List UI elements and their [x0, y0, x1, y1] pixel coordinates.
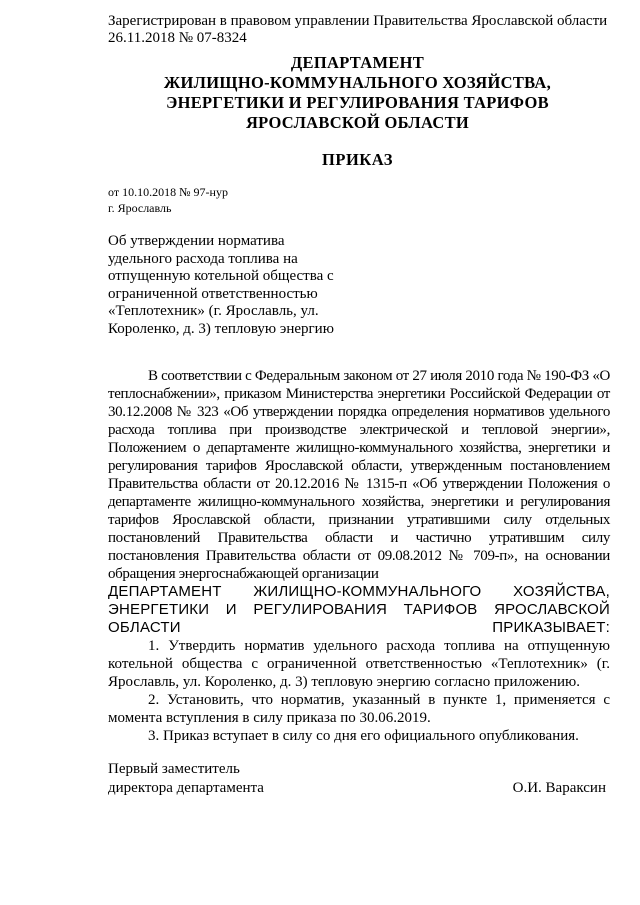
signature-name: О.И. Вараксин	[512, 780, 606, 796]
header-line-4: ЯРОСЛАВСКОЙ ОБЛАСТИ	[245, 113, 470, 132]
registration-line-1: Зарегистрирован в правовом управлении Правительства Ярославской области	[108, 13, 608, 29]
order-item-3: 3. Приказ вступает в силу со дня его официального опубликования.	[148, 728, 579, 744]
signature-position	[108, 760, 264, 798]
signature-position-line-2: директора департамента	[108, 780, 264, 796]
document-type-title: ПРИКАЗ	[322, 150, 393, 169]
header-line-2: ЖИЛИЩНО-КОММУНАЛЬНОГО ХОЗЯЙСТВА,	[163, 73, 552, 92]
order-item-2: 2. Установить, что норматив, указанный в пункте 1, применяется с момента вступления в силу приказа по 30.06.2019.	[108, 692, 610, 726]
header-line-3: ЭНЕРГЕТИКИ И РЕГУЛИРОВАНИЯ ТАРИФОВ	[166, 93, 549, 112]
header-line-1: ДЕПАРТАМЕНТ	[290, 53, 425, 72]
document-subject: Об утверждении норматива удельного расхода топлива на отпущенную котельной общества с ограниченной ответственностью «Теплотехник» (г. Ярославль, ул. Короленко, д. 3) тепловую энергию	[108, 233, 334, 337]
document-body	[108, 367, 610, 745]
document-city: г. Ярославль	[108, 201, 172, 215]
registration-line-2: 26.11.2018 № 07-8324	[108, 30, 247, 46]
preamble-paragraph: В соответствии с Федеральным законом от 27 июля 2010 года № 190-ФЗ «О теплоснабжении», приказом Министерства энергетики Российской Федерации от 30.12.2008 № 323 «Об утверждении порядка определения нормативов удельного расхода топлива при производстве электрической и тепловой энергии», Положением о департаменте жилищно-коммунального хозяйства, энергетики и регулирования тарифов Ярославской области, утвержденным постановлением Правительства области от 20.12.2016 № 1315-п «Об утверждении Положения о департаменте жилищно-коммунального хозяйства, энергетики и регулирования тарифов Ярославской области, признании утратившими силу отдельных постановлений Правительства области и частично утратившим силу постановления Правительства области от 09.08.2012 № 709-п», на основании обращения энергоснабжающей организации	[108, 368, 610, 582]
order-phrase: ДЕПАРТАМЕНТ ЖИЛИЩНО-КОММУНАЛЬНОГО ХОЗЯЙСТВА, ЭНЕРГЕТИКИ И РЕГУЛИРОВАНИЯ ТАРИФОВ ЯРОСЛАВСКОЙ ОБЛАСТИ ПРИКАЗЫВАЕТ:	[108, 583, 610, 636]
signature-position-line-1: Первый заместитель	[108, 761, 240, 777]
registration-stamp	[108, 13, 607, 47]
document-date-number: от 10.10.2018 № 97-нур	[108, 185, 228, 199]
department-header	[110, 53, 605, 133]
order-item-1: 1. Утвердить норматив удельного расхода топлива на отпущенную котельной общества с ограниченной ответственностью «Теплотехник» (г. Ярославль, ул. Короленко, д. 3) тепловую энергию согласно приложению.	[108, 638, 610, 690]
